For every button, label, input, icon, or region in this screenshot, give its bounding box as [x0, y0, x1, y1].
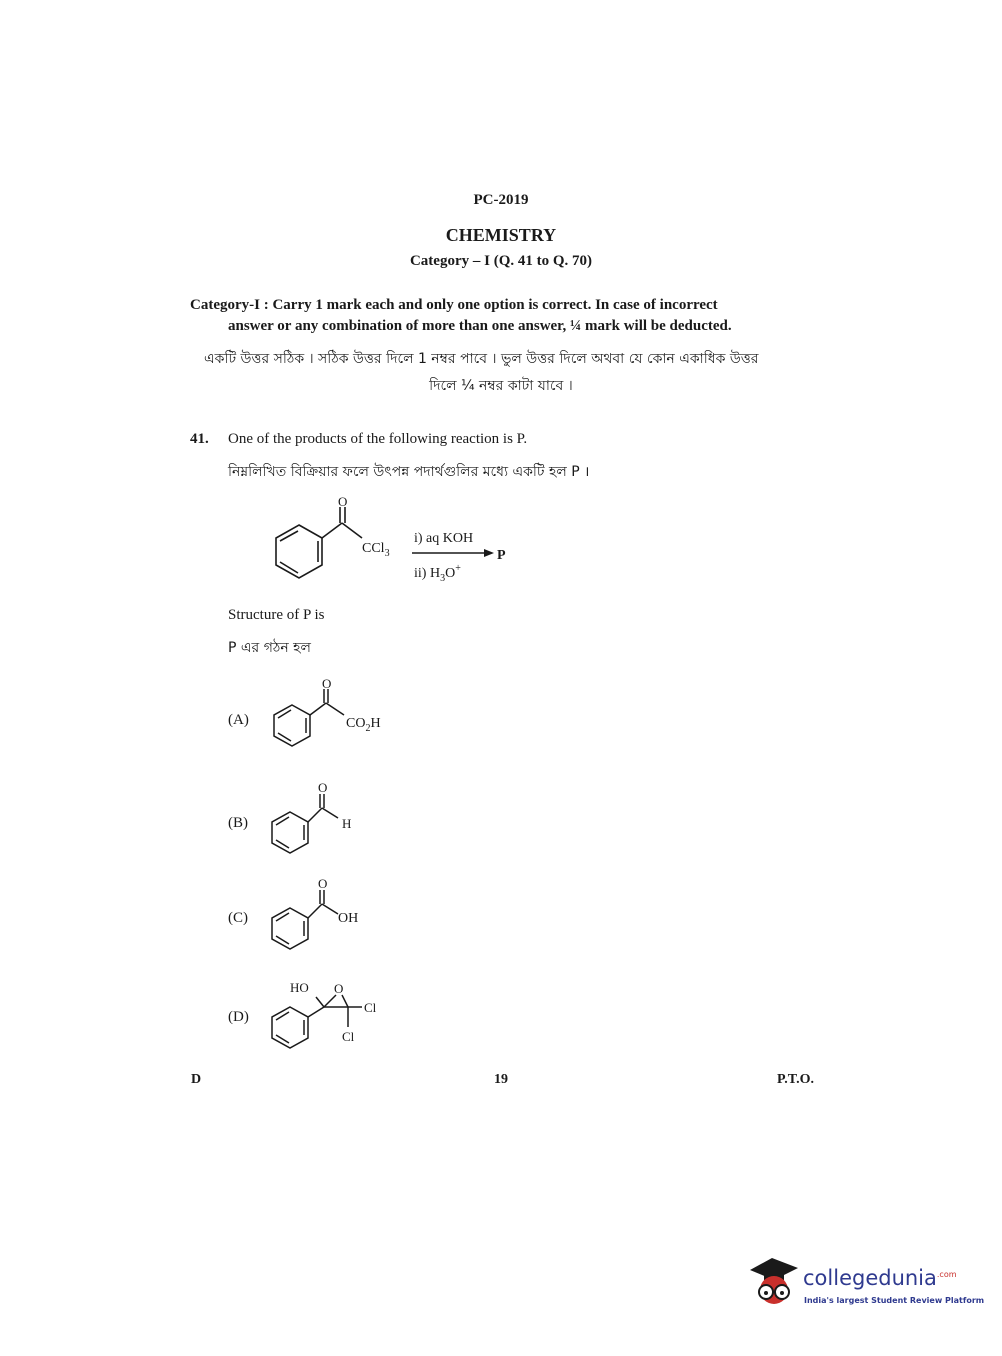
footer-page-number: 19: [494, 1072, 508, 1087]
benzene-ring-reactant: [276, 525, 322, 578]
option-d-cl-right: Cl: [364, 1000, 377, 1015]
footer-set-code: D: [191, 1072, 202, 1087]
reagent-step-2: ii) $H_3O^+$: [414, 563, 461, 584]
option-a-structure[interactable]: [262, 675, 422, 755]
structure-prompt-bn: P এর গঠন হল: [228, 640, 311, 656]
option-d-epoxide-o: O: [334, 981, 344, 996]
structure-prompt-en: Structure of P is: [228, 607, 325, 623]
option-c-carbonyl-o: O: [318, 876, 328, 891]
category-range: Category – I (Q. 41 to Q. 70): [409, 253, 593, 269]
instruction-en-line1: Category-I : Carry 1 mark each and only one option is correct. In case of incorrect: [190, 297, 718, 313]
option-a-carbonyl-o: O: [322, 676, 332, 691]
option-c-group: OH: [338, 911, 359, 926]
reactant-ccl3-label: CCl$_3$: [362, 541, 390, 559]
option-a-label[interactable]: (A): [228, 712, 249, 728]
option-c-label[interactable]: (C): [228, 910, 248, 926]
option-d-cl-bottom: Cl: [342, 1029, 355, 1044]
mascot-icon: [744, 1252, 800, 1310]
collegedunia-wordmark: [803, 1266, 957, 1290]
option-b-carbonyl-o: O: [318, 780, 328, 795]
option-b-group: H: [342, 816, 352, 831]
option-b-structure[interactable]: [262, 776, 382, 860]
collegedunia-tagline: India's largest Student Review Platform: [804, 1296, 985, 1305]
instruction-bn-line2: দিলে ¼ নম্বর কাটা যাবে ।: [429, 378, 573, 394]
instruction-bn-line1: একটি উত্তর সঠিক । সঠিক উত্তর দিলে 1 নম্বর পাবে । ভুল উত্তর দিলে অথবা যে কোন একাধিক উত্তর: [204, 351, 759, 367]
option-d-ho: HO: [290, 980, 309, 995]
acyl-bonds: [322, 507, 362, 538]
question-text-bn: নিম্নলিখিত বিক্রিয়ার ফলে উৎপন্ন পদার্থগুলির মধ্যে একটি হল P ।: [228, 464, 590, 480]
option-b-label[interactable]: (B): [228, 815, 248, 831]
option-d-label[interactable]: (D): [228, 1009, 249, 1025]
reaction-scheme: [262, 495, 522, 595]
question-text-en: One of the products of the following reaction is P.: [228, 431, 528, 447]
question-number: 41.: [190, 431, 209, 447]
instruction-en-line2: answer or any combination of more than one answer, ¼ mark will be deducted.: [228, 318, 732, 334]
collegedunia-logo-mark: [744, 1252, 800, 1310]
product-label: P: [497, 548, 506, 563]
option-a-group: $CO_2H$: [346, 716, 381, 734]
arrow-head: [484, 549, 494, 557]
option-c-structure[interactable]: [262, 870, 392, 954]
paper-code: PC-2019: [473, 192, 529, 208]
subject-title: CHEMISTRY: [445, 225, 557, 245]
footer-pto: P.T.O.: [777, 1072, 814, 1087]
brand-name: collegedunia: [803, 1266, 937, 1290]
reagent-step-1: i) aq KOH: [414, 531, 474, 546]
brand-suffix: .com: [936, 1270, 957, 1279]
reactant-carbonyl-o: O: [338, 494, 348, 509]
option-d-structure[interactable]: [262, 975, 402, 1053]
